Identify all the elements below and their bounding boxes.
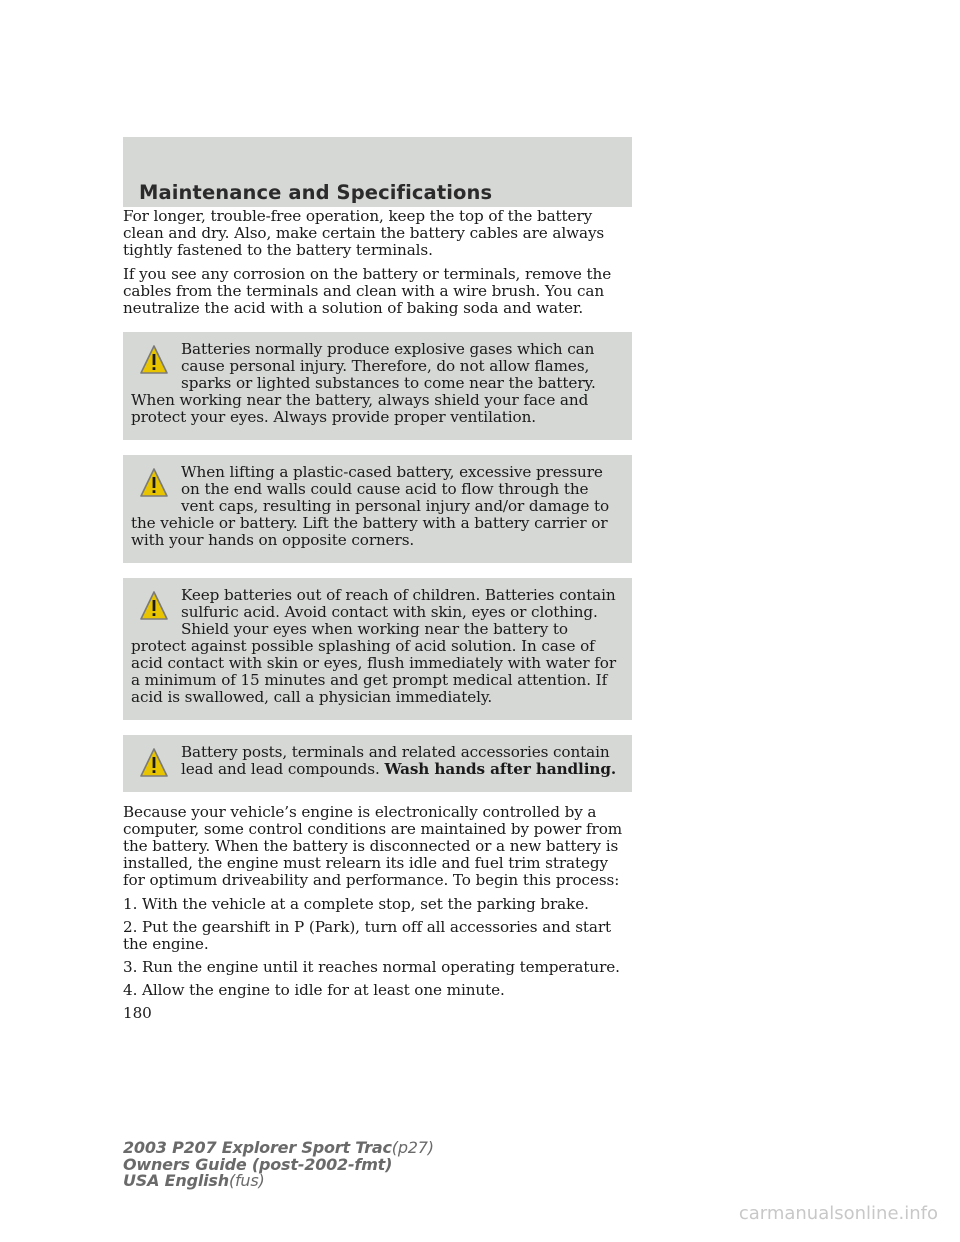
warning-triangle-icon <box>139 343 169 377</box>
warning-text <box>131 744 622 778</box>
warning-box <box>123 455 632 563</box>
warning-triangle-icon <box>139 466 169 500</box>
section-header <box>123 137 632 207</box>
footer-line <box>123 1173 434 1190</box>
footer-guide: Owners Guide (post-2002-fmt) <box>123 1154 393 1174</box>
footer-language: USA English <box>123 1171 229 1191</box>
page-content <box>123 208 632 1029</box>
document-footer <box>123 1140 434 1190</box>
warning-box <box>123 735 632 792</box>
warning-text-bold: Wash hands after handling. <box>384 760 617 778</box>
page-number: 180 <box>123 1004 152 1022</box>
warning-text: When lifting a plastic-cased battery, excessive pressure on the end walls could cause acid to flow through the vent caps, resulting in personal injury and/or damage to the vehicle or battery. Lift the battery with a battery carrier or with your hands on opposite corners. <box>131 463 610 549</box>
footer-model: 2003 P207 Explorer Sport Trac <box>123 1138 392 1157</box>
step-item: 4. Allow the engine to idle for at least one minute. <box>123 981 505 999</box>
warning-triangle-icon <box>139 746 169 780</box>
footer-language-code: (fus) <box>228 1171 265 1191</box>
warning-box <box>123 332 632 440</box>
step-item: 3. Run the engine until it reaches normal operating temperature. <box>123 958 620 976</box>
paragraph: If you see any corrosion on the battery or terminals, remove the cables from the terminals and clean with a wire brush. You can neutralize the acid with a solution of baking soda and water. <box>123 265 612 317</box>
paragraph: For longer, trouble-free operation, keep the top of the battery clean and dry. Also, make certain the battery cables are always tightly fastened to the battery terminals. <box>123 207 605 259</box>
footer-model-code: (p27) <box>391 1138 434 1157</box>
step-item: 1. With the vehicle at a complete stop, set the parking brake. <box>123 895 589 913</box>
warning-text-regular: Battery posts, terminals and related accessories contain lead and lead compounds. <box>181 743 610 778</box>
section-title: Maintenance and Specifications <box>139 181 493 204</box>
step-item: 2. Put the gearshift in P (Park), turn off all accessories and start the engine. <box>123 918 612 953</box>
step-list <box>123 896 632 999</box>
paragraph: Because your vehicle’s engine is electronically controlled by a computer, some control conditions are maintained by power from the battery. When the battery is disconnected or a new battery is installed, the engine must relearn its idle and fuel trim strategy for optimum driveability and performance. To begin this process: <box>123 803 623 889</box>
warning-text: Batteries normally produce explosive gases which can cause personal injury. Therefore, do not allow flames, sparks or lighted substances to come near the battery. When working near the battery, always shield your face and protect your eyes. Always provide proper ventilation. <box>131 340 596 426</box>
watermark: carmanualsonline.info <box>738 1203 938 1224</box>
warning-triangle-icon <box>139 589 169 623</box>
warning-text: Keep batteries out of reach of children. Batteries contain sulfuric acid. Avoid contact with skin, eyes or clothing. Shield your eyes when working near the battery to protect against possible splashing of acid solution. In case of acid contact with skin or eyes, flush immediately with water for a minimum of 15 minutes and get prompt medical attention. If acid is swallowed, call a physician immediately. <box>131 586 616 706</box>
warning-box <box>123 578 632 720</box>
